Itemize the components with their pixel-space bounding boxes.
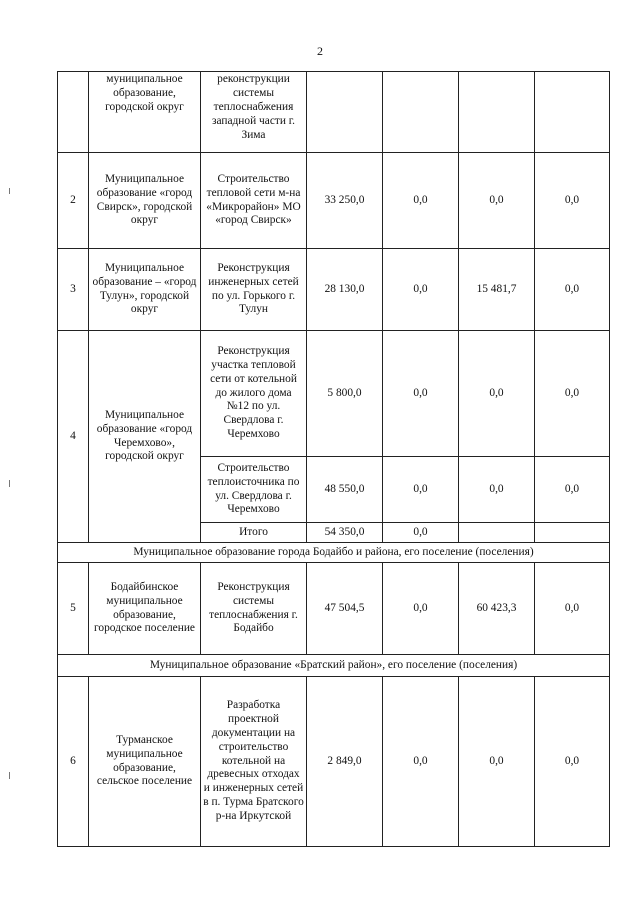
value-cell: 48 550,0 (307, 457, 383, 523)
value-cell: 15 481,7 (459, 249, 535, 331)
value-cell: 0,0 (535, 563, 610, 655)
value-cell (383, 72, 459, 153)
value-cell: 0,0 (535, 249, 610, 331)
value-cell (307, 72, 383, 153)
project-cell: Реконструкция инженерных сетей по ул. Горького г. Тулун (201, 249, 307, 331)
section-heading: Муниципальное образование города Бодайбо и района, его поселение (поселения) (58, 543, 610, 563)
row-number-cell: 3 (58, 249, 89, 331)
margin-mark (9, 772, 10, 779)
value-cell: 0,0 (383, 457, 459, 523)
value-cell: 33 250,0 (307, 153, 383, 249)
table-row (58, 249, 610, 331)
table-row (58, 563, 610, 655)
value-cell: 0,0 (535, 153, 610, 249)
value-cell: 28 130,0 (307, 249, 383, 331)
value-cell: 0,0 (383, 563, 459, 655)
row-number-cell: 6 (58, 677, 89, 847)
project-cell: Реконструкция системы теплоснабжения г. Бодайбо (201, 563, 307, 655)
entity-cell: муниципальное образование, городской округ (89, 72, 201, 153)
value-cell: 0,0 (459, 331, 535, 457)
project-cell: реконструкции системы теплоснабжения западной части г. Зима (201, 72, 307, 153)
value-cell: 5 800,0 (307, 331, 383, 457)
entity-cell: Муниципальное образование – «город Тулун», городской округ (89, 249, 201, 331)
page-number: 2 (317, 44, 323, 58)
value-cell: 60 423,3 (459, 563, 535, 655)
value-cell: 0,0 (383, 331, 459, 457)
value-cell: 0,0 (459, 677, 535, 847)
total-label: Итого (201, 523, 307, 543)
value-cell: 0,0 (459, 457, 535, 523)
value-cell: 0,0 (535, 457, 610, 523)
project-cell: Строительство тепловой сети м-на «Микрорайон» МО «город Свирск» (201, 153, 307, 249)
total-value: 54 350,0 (307, 523, 383, 543)
table-row (58, 72, 610, 153)
funding-table (57, 71, 610, 847)
empty-cell (459, 523, 535, 543)
section-row (58, 655, 610, 677)
value-cell: 0,0 (383, 249, 459, 331)
value-cell: 2 849,0 (307, 677, 383, 847)
value-cell (535, 72, 610, 153)
total-value: 0,0 (383, 523, 459, 543)
row-number-cell: 2 (58, 153, 89, 249)
section-heading: Муниципальное образование «Братский район», его поселение (поселения) (58, 655, 610, 677)
value-cell: 0,0 (459, 153, 535, 249)
table-row (58, 153, 610, 249)
margin-mark (9, 480, 10, 487)
entity-cell: Турманское муниципальное образование, сельское поселение (89, 677, 201, 847)
entity-cell: Бодайбинское муниципальное образование, городское поселение (89, 563, 201, 655)
value-cell: 0,0 (535, 677, 610, 847)
table-row (58, 331, 610, 457)
empty-cell (535, 523, 610, 543)
row-number-cell: 4 (58, 331, 89, 543)
value-cell (459, 72, 535, 153)
value-cell: 0,0 (383, 677, 459, 847)
project-cell: Разработка проектной документации на строительство котельной на древесных отходах и инженерных сетей в п. Турма Братского р-на Иркутской (201, 677, 307, 847)
project-cell: Реконструкция участка тепловой сети от котельной до жилого дома №12 по ул. Свердлова г. Черемхово (201, 331, 307, 457)
entity-cell: Муниципальное образование «город Свирск», городской округ (89, 153, 201, 249)
table-row (58, 677, 610, 847)
value-cell: 0,0 (535, 331, 610, 457)
row-number-cell: 5 (58, 563, 89, 655)
entity-cell: Муниципальное образование «город Черемхово», городской округ (89, 331, 201, 543)
section-row (58, 543, 610, 563)
value-cell: 0,0 (383, 153, 459, 249)
project-cell: Строительство теплоисточника по ул. Свердлова г. Черемхово (201, 457, 307, 523)
row-number-cell (58, 72, 89, 153)
margin-mark (9, 188, 10, 194)
value-cell: 47 504,5 (307, 563, 383, 655)
